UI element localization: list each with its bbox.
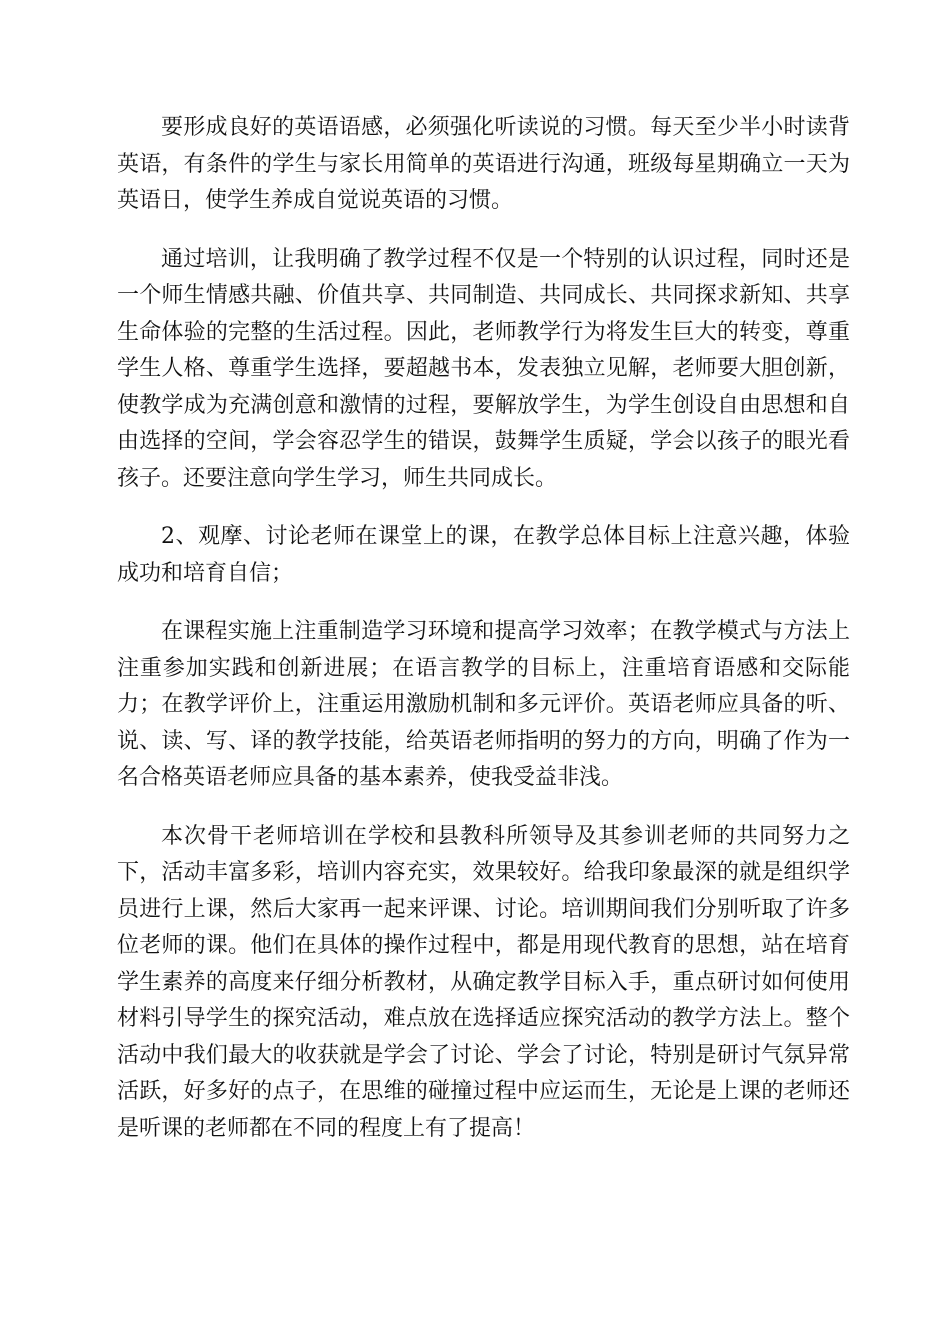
- paragraph-curriculum: 在课程实施上注重制造学习环境和提高学习效率；在教学模式与方法上注重参加实践和创新进展；在语言教学的目标上，注重培育语感和交际能力；在教学评价上，注重运用激励机制和多元评价。英语老师应具备的听、说、读、写、译的教学技能，给英语老师指明的努力的方向，明确了作为一名合格英语老师应具备的基本素养，使我受益非浅。: [117, 619, 850, 790]
- paragraph-training-insight: 通过培训，让我明确了教学过程不仅是一个特别的认识过程，同时还是一个师生情感共融、价值共享、共同制造、共同成长、共同探求新知、共享生命体验的完整的生活过程。因此，老师教学行为将发生巨大的转变，尊重学生人格、尊重学生选择，要超越书本，发表独立见解，老师要大胆创新，使教学成为充满创意和激情的过程，要解放学生，为学生创设自由思想和自由选择的空间，学会容忍学生的错误，鼓舞学生质疑，学会以孩子的眼光看孩子。还要注意向学生学习，师生共同成长。: [117, 246, 850, 491]
- paragraph-backbone-training: 本次骨干老师培训在学校和县教科所领导及其参训老师的共同努力之下，活动丰富多彩，培训内容充实，效果较好。给我印象最深的就是组织学员进行上课，然后大家再一起来评课、讨论。培训期间我们分别听取了许多位老师的课。他们在具体的操作过程中，都是用现代教育的思想，站在培育学生素养的高度来仔细分析教材，从确定教学目标入手，重点研讨如何使用材料引导学生的探究活动，难点放在选择适应探究活动的教学方法上。整个活动中我们最大的收获就是学会了讨论、学会了讨论，特别是研讨气氛异常活跃，好多好的点子，在思维的碰撞过程中应运而生，无论是上课的老师还是听课的老师都在不同的程度上有了提高！: [117, 823, 850, 1141]
- document-body: [117, 110, 850, 1147]
- paragraph-english-habit: 要形成良好的英语语感，必须强化听读说的习惯。每天至少半小时读背英语，有条件的学生与家长用简单的英语进行沟通，班级每星期确立一天为英语日，使学生养成自觉说英语的习惯。: [117, 115, 850, 213]
- paragraph-observation: 2、观摩、讨论老师在课堂上的课，在教学总体目标上注意兴趣，体验成功和培育自信；: [117, 524, 850, 586]
